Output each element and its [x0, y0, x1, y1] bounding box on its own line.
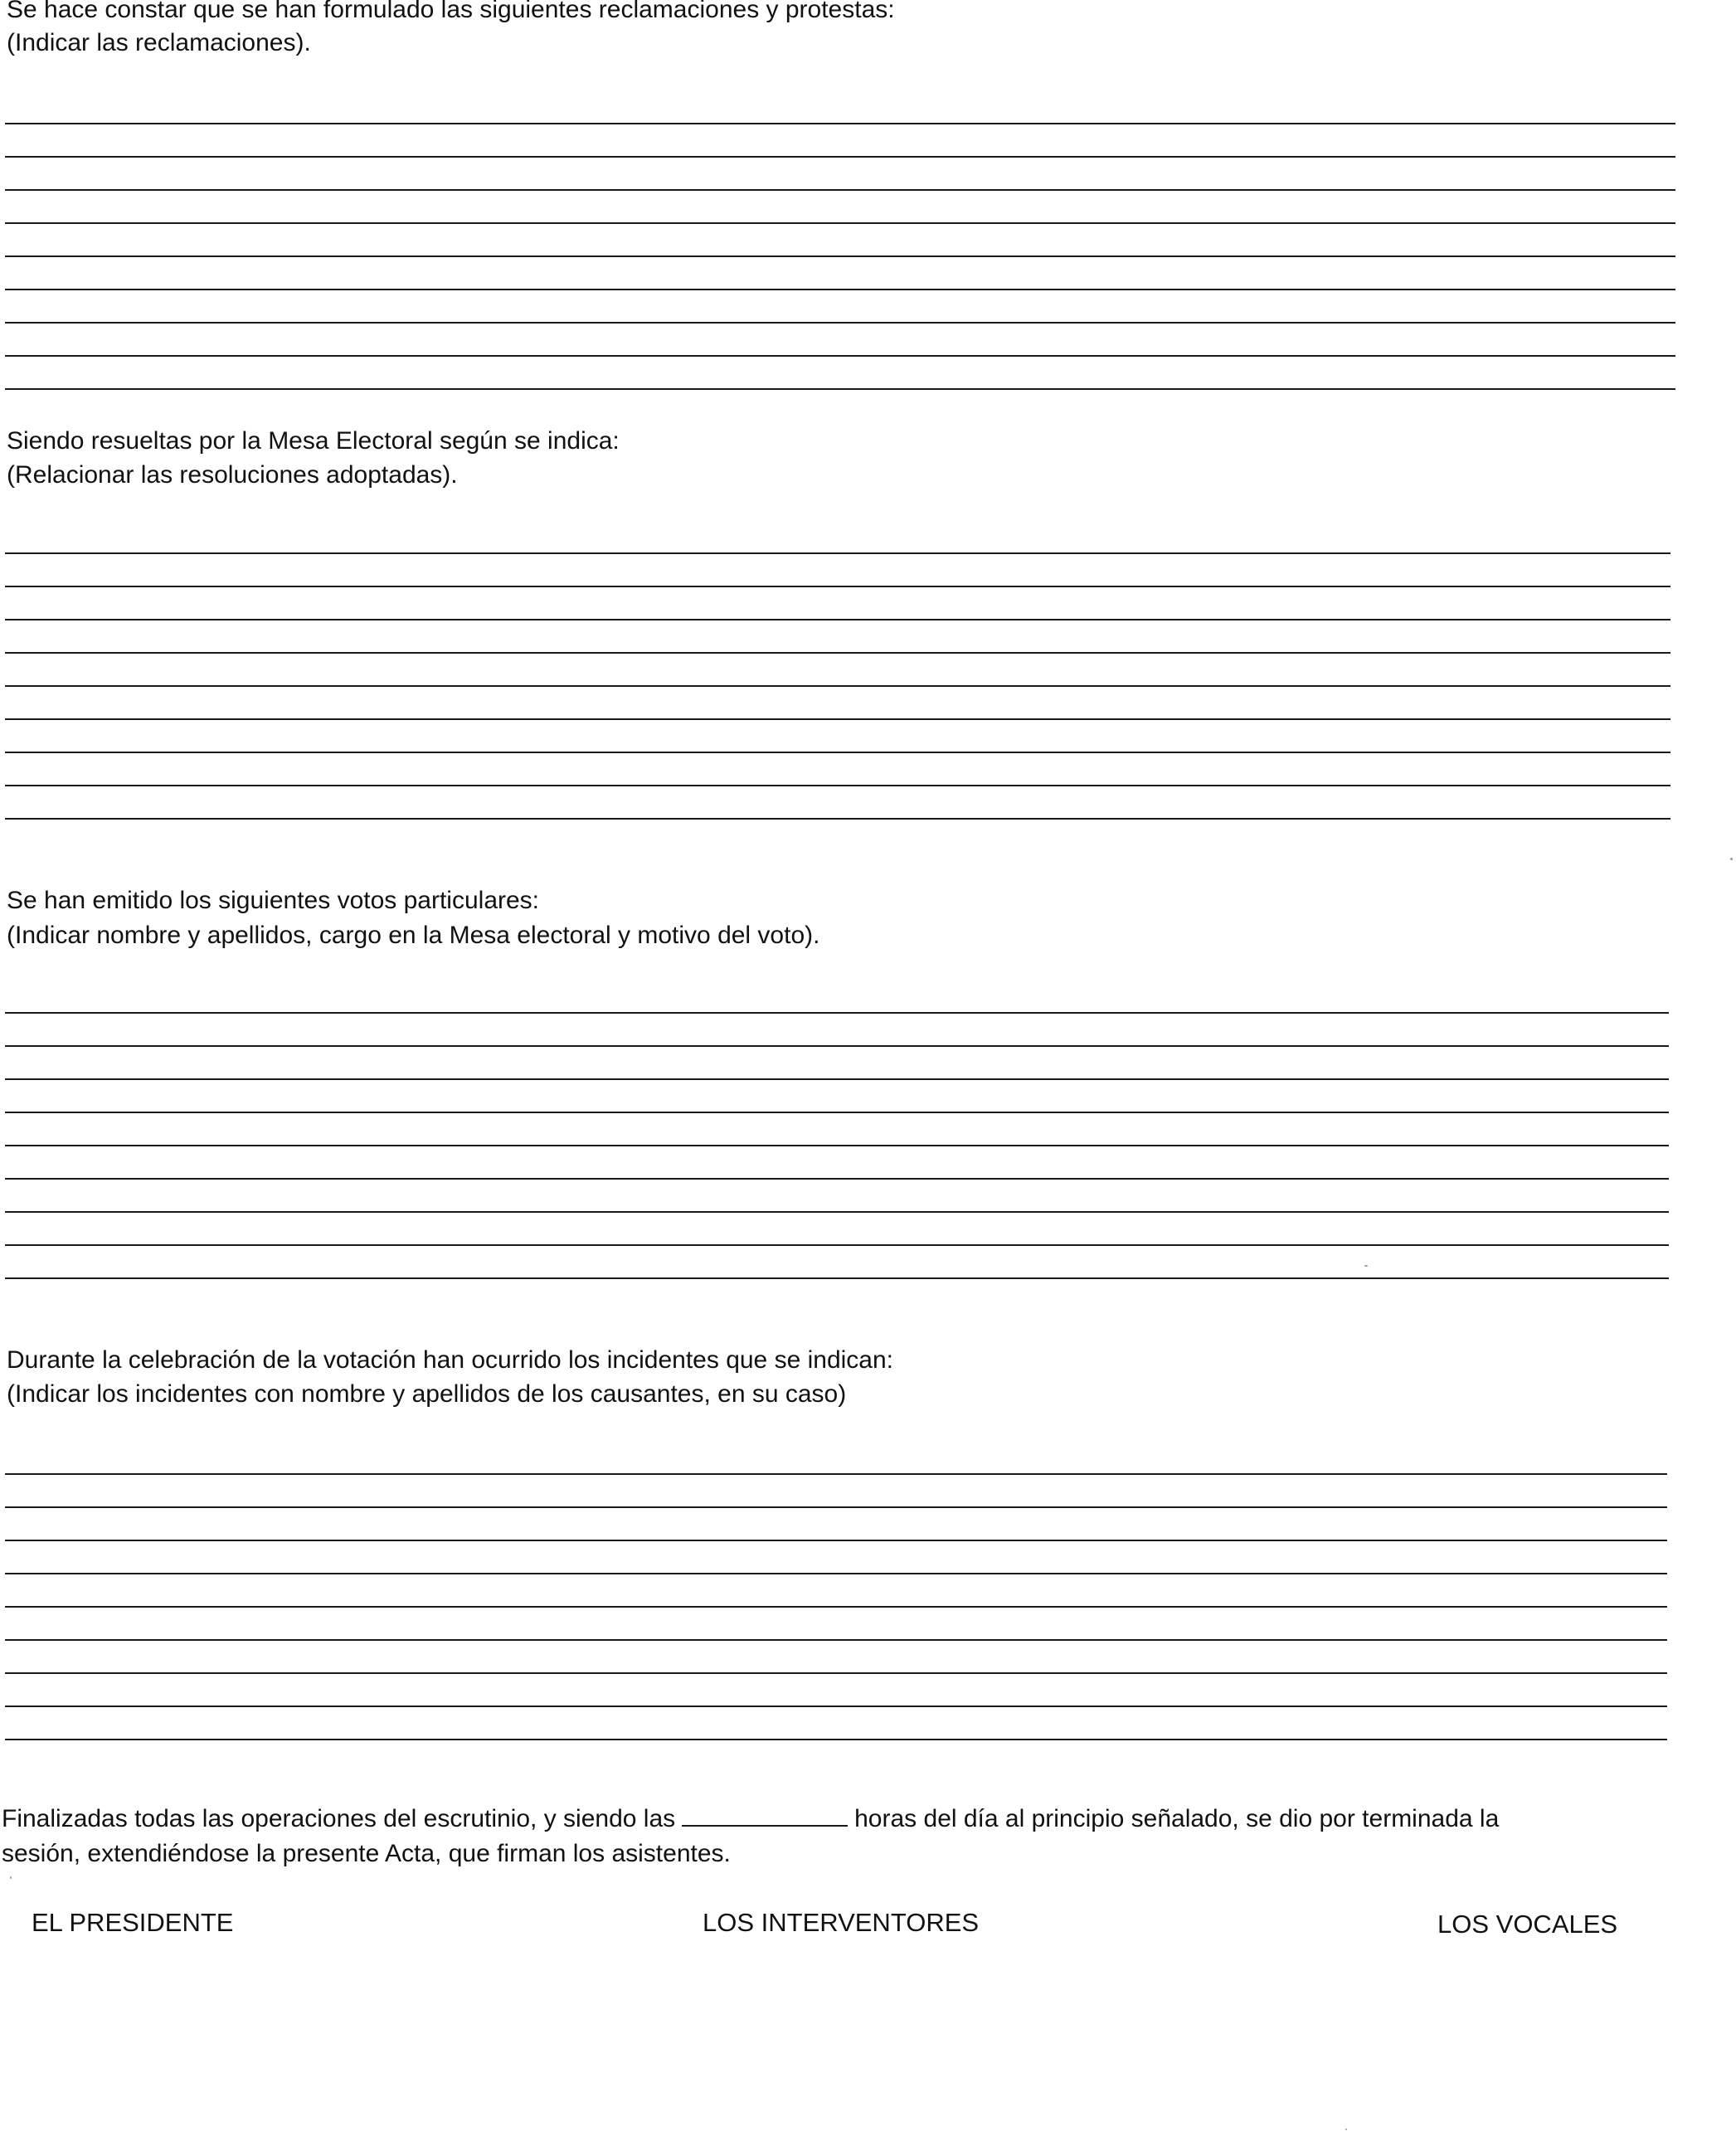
section-3-instruction: (Indicar nombre y apellidos, cargo en la Mesa electoral y motivo del voto). [7, 922, 820, 949]
scan-speck [1730, 858, 1733, 860]
write-line [5, 1672, 1667, 1674]
section-2-heading: Siendo resueltas por la Mesa Electoral según se indica: [7, 427, 620, 455]
write-line [5, 619, 1670, 620]
write-line [5, 586, 1670, 587]
write-line [5, 818, 1670, 820]
closing-text-after: horas del día al principio señalado, se dio por terminada la [854, 1805, 1500, 1832]
section-1-heading: Se hace constar que se han formulado las siguientes reclamaciones y protestas: [7, 0, 895, 23]
closing-text-before: Finalizadas todas las operaciones del escrutinio, y siendo las [2, 1805, 676, 1832]
write-line [5, 222, 1675, 224]
signature-vocales: LOS VOCALES [1437, 1910, 1618, 1939]
write-line [5, 785, 1670, 786]
hour-blank [682, 1805, 848, 1827]
signature-president: EL PRESIDENTE [32, 1908, 234, 1937]
section-4-heading: Durante la celebración de la votación han ocurrido los incidentes que se indican: [7, 1346, 893, 1374]
write-line [5, 189, 1675, 191]
write-line [5, 552, 1670, 554]
write-line [5, 718, 1670, 720]
write-line [5, 685, 1670, 687]
write-line [5, 289, 1675, 290]
scan-speck [10, 1876, 12, 1879]
section-2-instruction: (Relacionar las resoluciones adoptadas). [7, 461, 458, 489]
closing-line-2: sesión, extendiéndose la presente Acta, que firman los asistentes. [2, 1840, 731, 1867]
scan-speck [1364, 1265, 1368, 1267]
write-line [5, 1078, 1669, 1080]
write-line [5, 1573, 1667, 1574]
write-line [5, 1606, 1667, 1608]
write-line [5, 1012, 1669, 1014]
write-line [5, 1706, 1667, 1707]
write-line [5, 1506, 1667, 1508]
write-line [5, 1112, 1669, 1113]
section-3-heading: Se han emitido los siguientes votos particulares: [7, 887, 540, 914]
signature-interventores: LOS INTERVENTORES [703, 1908, 980, 1937]
write-line [5, 1145, 1669, 1146]
write-line [5, 156, 1675, 158]
write-line [5, 1639, 1667, 1641]
write-line [5, 1211, 1669, 1213]
write-line [5, 255, 1675, 257]
scan-speck [1345, 2129, 1347, 2130]
write-line [5, 1473, 1667, 1475]
write-line [5, 1178, 1669, 1180]
write-line [5, 123, 1675, 124]
section-1-instruction: (Indicar las reclamaciones). [7, 29, 311, 56]
write-line [5, 322, 1675, 324]
write-line [5, 355, 1675, 357]
closing-paragraph [2, 1802, 1499, 1871]
section-4-instruction: (Indicar los incidentes con nombre y apellidos de los causantes, en su caso) [7, 1380, 847, 1408]
write-line [5, 1739, 1667, 1740]
closing-line-1 [2, 1802, 1499, 1837]
write-line [5, 1244, 1669, 1246]
write-line [5, 752, 1670, 753]
write-line [5, 388, 1675, 390]
write-line [5, 652, 1670, 654]
write-line [5, 1045, 1669, 1047]
write-line [5, 1540, 1667, 1541]
write-line [5, 1277, 1669, 1279]
